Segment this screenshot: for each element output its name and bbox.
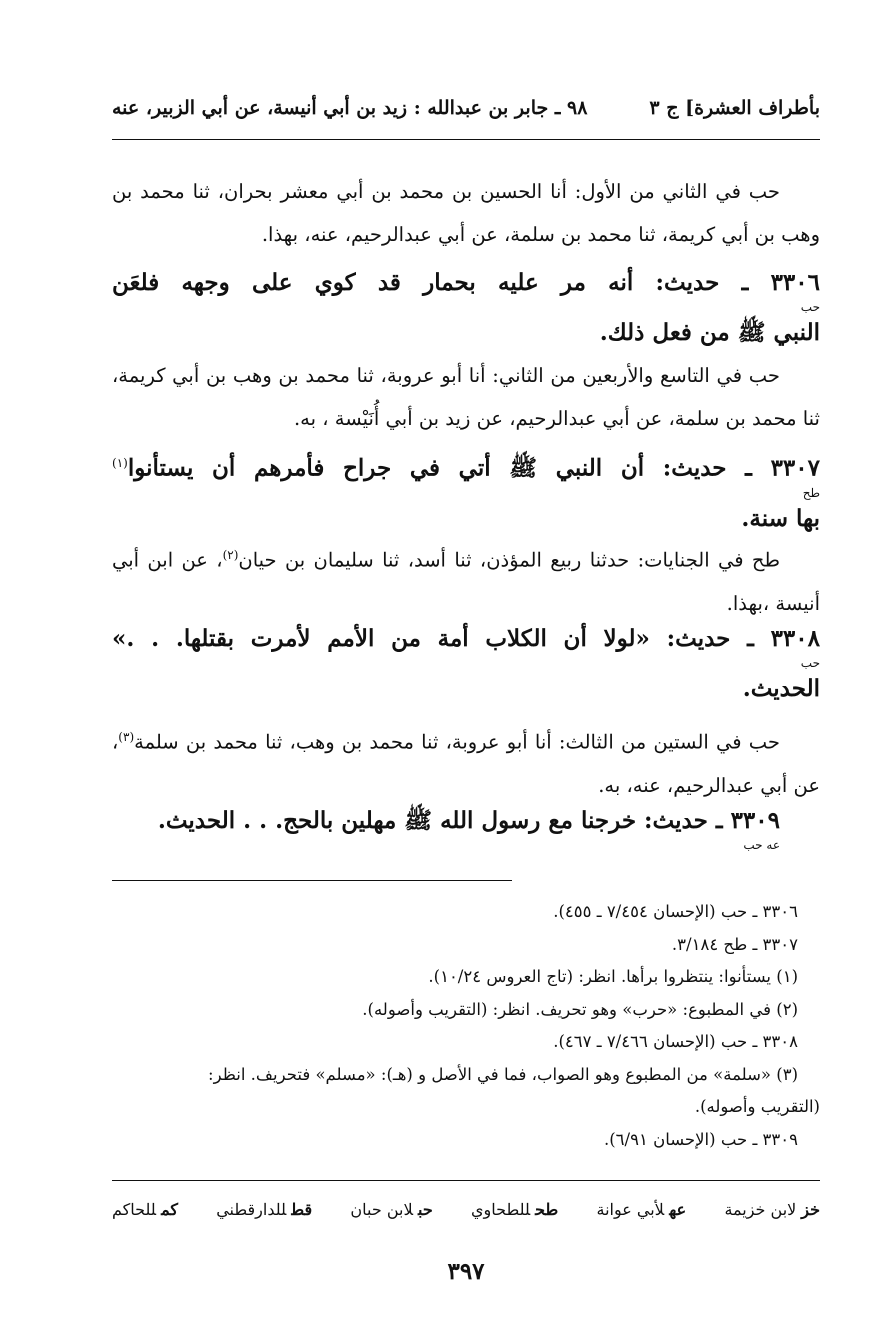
footnote: ٣٣٠٧ ـ طح ٣/١٨٤. [671,934,798,954]
abbreviation-item [216,1200,312,1219]
paragraph-text: حب في الثاني من الأول: أنا الحسين بن محمد بن أبي معشر بحران، ثنا محمد بن وهب بن أبي كريمة، ثنا محمد بن سلمة، عن أبي عبدالرحيم، عنه، بهذا. [112,180,820,246]
hadith-3306-symbol: حب [800,300,820,314]
hadith-3306-line1: ٣٣٠٦ ـ حديث: أنه مر عليه بحمار قد كوي على وجهه فلعَن [112,269,820,296]
hadith-3307-line1 [112,448,820,484]
abbreviation-code: طح [535,1200,559,1219]
abbreviation-code: حب [418,1200,433,1219]
abbreviation-name: للدارقطني [216,1200,287,1219]
abbreviation-code: خز [801,1200,820,1219]
hadith-3307 [112,448,820,534]
abbreviation-code: قط [291,1200,313,1219]
paragraph-text: حب في التاسع والأربعين من الثاني: أنا أبو عروبة، ثنا محمد بن وهب بن أبي كريمة، ثنا محمد بن سلمة، عن أبي عبدالرحيم، عن زيد بن أبي أُنَيْسة ، به. [112,364,820,430]
abbreviation-code: كم [161,1200,178,1219]
hadith-3309-symbol: عه حب [743,838,780,852]
paragraph-part-a: طح في الجنايات: حدثنا ربيع المؤذن، ثنا أسد، ثنا سليمان بن حيان [238,548,780,572]
footnote: ٣٣٠٩ ـ حب (الإحسان ٦/٩١). [603,1129,798,1149]
footnote-continuation: (التقريب وأصوله). [694,1097,820,1116]
paragraph-text [112,534,820,625]
isnad-paragraph-1 [112,170,820,256]
paragraph-part-b: ، عن أبي عبدالرحيم، عنه، به. [112,730,820,797]
abbreviations-legend [112,1200,820,1219]
isnad-paragraph-3 [112,534,820,625]
abbreviation-name: للطحاوي [471,1200,531,1219]
hadith-3309 [112,806,820,856]
abbreviation-item [597,1200,687,1219]
abbreviation-name: لأبي عوانة [596,1200,665,1219]
abbreviation-name: لابن حبان [350,1200,413,1219]
abbreviation-item [112,1200,178,1219]
abbreviation-name: لابن خزيمة [724,1200,797,1219]
isnad-paragraph-4 [112,716,820,807]
hadith-3307-line2: بها سنة. [741,504,820,532]
hadith-3306-line2: النبي ﷺ من فعل ذلك. [599,319,820,346]
hadith-3308-line2: الحديث. [742,675,820,702]
header-chapter: ٩٨ ـ جابر بن عبدالله : زيد بن أبي أنيسة، عن أبي الزبير، عنه [112,97,588,119]
footnote: (٢) في المطبوع: «حرب» وهو تحريف. انظر: (التقريب وأصوله). [362,999,798,1019]
footnote: (١) يستأنوا: ينتظروا برأها. انظر: (تاج العروس ١٠/٢٤). [428,967,798,986]
footnote-ref-3: (٣) [118,730,135,744]
page-number: ٣٩٧ [447,1258,485,1285]
hadith-3308-line1: ٣٣٠٨ ـ حديث: «لولا أن الكلاب أمة من الأمم لأمرت بقتلها. . .» [112,625,820,652]
hadith-3308-symbol: حب [800,656,820,670]
header-rule [112,139,820,140]
running-header [112,88,820,128]
hadith-3307-text: ٣٣٠٧ ـ حديث: أن النبي ﷺ أتي في جراح فأمرهم أن يستأنوا [127,454,820,482]
abbreviation-code: عه [669,1200,687,1219]
footnote-ref-2: (٢) [222,548,239,562]
footnote: ٣٣٠٦ ـ حب (الإحسان ٧/٤٥٤ ـ ٤٥٥). [553,902,798,921]
page [112,0,820,1333]
abbreviation-item [471,1200,558,1219]
isnad-paragraph-2 [112,354,820,440]
abbreviation-name: للحاكم [112,1200,157,1219]
header-volume: بأطراف العشرة] ج ٣ [649,97,820,119]
abbreviations-rule [112,1180,820,1181]
hadith-3308 [112,624,820,704]
abbreviation-item [350,1200,432,1219]
footnote: (٣) «سلمة» من المطبوع وهو الصواب، فما في الأصل و (هـ): «مسلم» فتحريف. انظر: [208,1064,798,1084]
paragraph-part-a: حب في الستين من الثالث: أنا أبو عروبة، ثنا محمد بن وهب، ثنا محمد بن سلمة [134,730,780,754]
abbreviation-item [724,1200,820,1219]
hadith-3306 [112,268,820,348]
paragraph-part-b: ، عن ابن أبي أنيسة ،بهذا. [112,548,820,615]
hadith-3307-symbol: طح [802,485,820,500]
hadith-3309-line1: ٣٣٠٩ ـ حديث: خرجنا مع رسول الله ﷺ مهلين بالحج. . . الحديث. [157,807,780,834]
paragraph-text [112,716,820,807]
footnotes [112,896,820,1156]
footnote-ref-1: (١) [112,456,128,470]
footnote-rule [112,880,512,881]
footnote: ٣٣٠٨ ـ حب (الإحسان ٧/٤٦٦ ـ ٤٦٧). [553,1032,798,1051]
